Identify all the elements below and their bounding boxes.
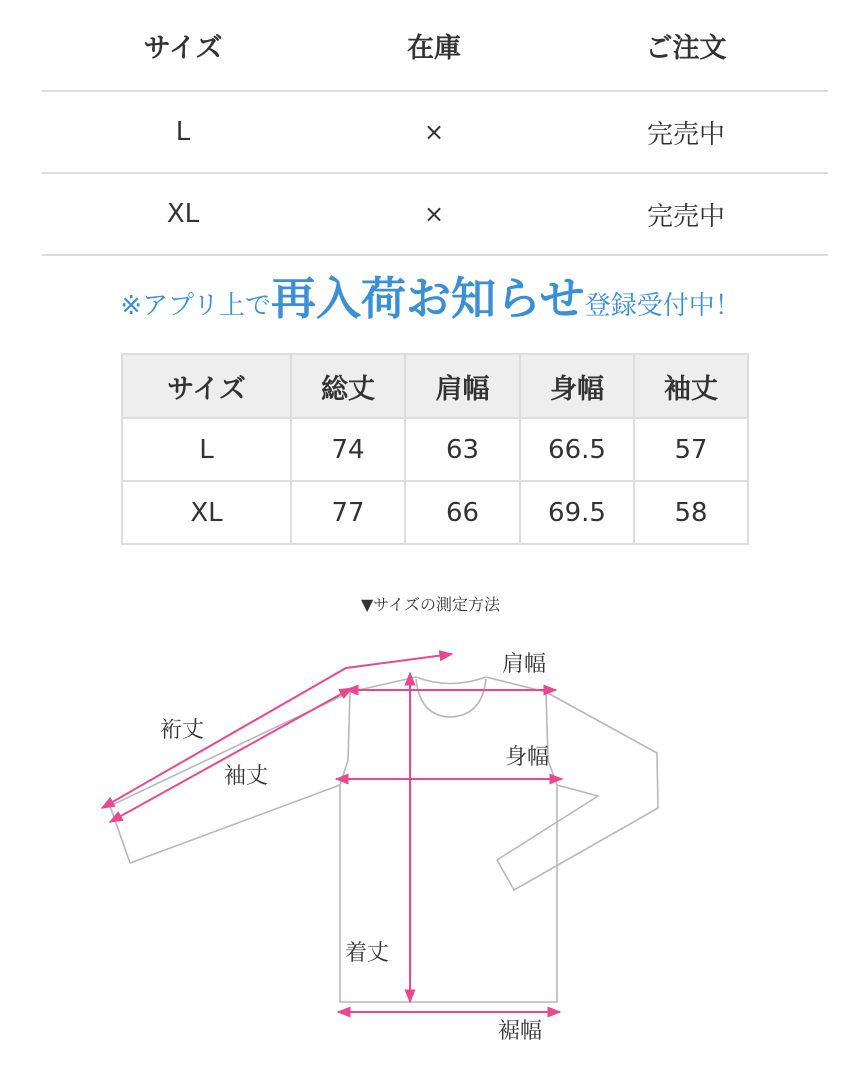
label-hem: 裾幅 <box>498 1019 543 1044</box>
size-cell: 69.5 <box>520 481 634 544</box>
header-size: サイズ <box>143 32 223 64</box>
label-length: 着丈 <box>345 941 390 966</box>
notice-prefix: ※アプリ上で <box>120 291 272 321</box>
stock-row-xl <box>42 174 828 256</box>
header-stock: 在庫 <box>407 32 461 64</box>
order-status: 完売中 <box>646 119 725 150</box>
stock-status: × <box>423 200 445 228</box>
size-cell: 77 <box>291 481 405 544</box>
restock-notice <box>0 262 861 327</box>
measurement-diagram <box>0 620 861 1060</box>
size-header-cell: 身幅 <box>520 354 634 418</box>
stock-status: × <box>423 118 445 146</box>
stock-table <box>42 0 828 256</box>
size-cell: XL <box>122 481 291 544</box>
size-header-cell: 総丈 <box>291 354 405 418</box>
label-yuki: 裄丈 <box>160 718 205 743</box>
stock-size: L <box>175 117 191 147</box>
size-row-l <box>122 418 748 481</box>
stock-size: XL <box>166 199 200 229</box>
label-sleeve: 袖丈 <box>224 764 269 789</box>
size-table <box>121 353 749 545</box>
size-cell: 63 <box>405 418 520 481</box>
size-table-header <box>122 354 748 418</box>
measure-lines <box>102 654 562 1012</box>
size-cell: 57 <box>634 418 748 481</box>
size-cell: L <box>122 418 291 481</box>
size-cell: 66 <box>405 481 520 544</box>
size-header-cell: 袖丈 <box>634 354 748 418</box>
stock-row-l <box>42 92 828 174</box>
order-status: 完売中 <box>646 201 725 232</box>
measure-caption: ▼サイズの測定方法 <box>360 595 501 614</box>
size-cell: 74 <box>291 418 405 481</box>
notice-suffix: 登録受付中！ <box>584 291 741 321</box>
label-chest: 身幅 <box>505 745 550 770</box>
label-shoulder: 肩幅 <box>502 652 547 677</box>
header-order: ご注文 <box>645 32 727 64</box>
size-header-cell: 肩幅 <box>405 354 520 418</box>
size-header-cell: サイズ <box>122 354 291 418</box>
size-cell: 66.5 <box>520 418 634 481</box>
sleeve-line <box>110 688 352 822</box>
stock-table-header <box>42 0 828 92</box>
size-cell: 58 <box>634 481 748 544</box>
size-row-xl <box>122 481 748 544</box>
notice-emphasis: 再入荷お知らせ <box>271 272 585 325</box>
